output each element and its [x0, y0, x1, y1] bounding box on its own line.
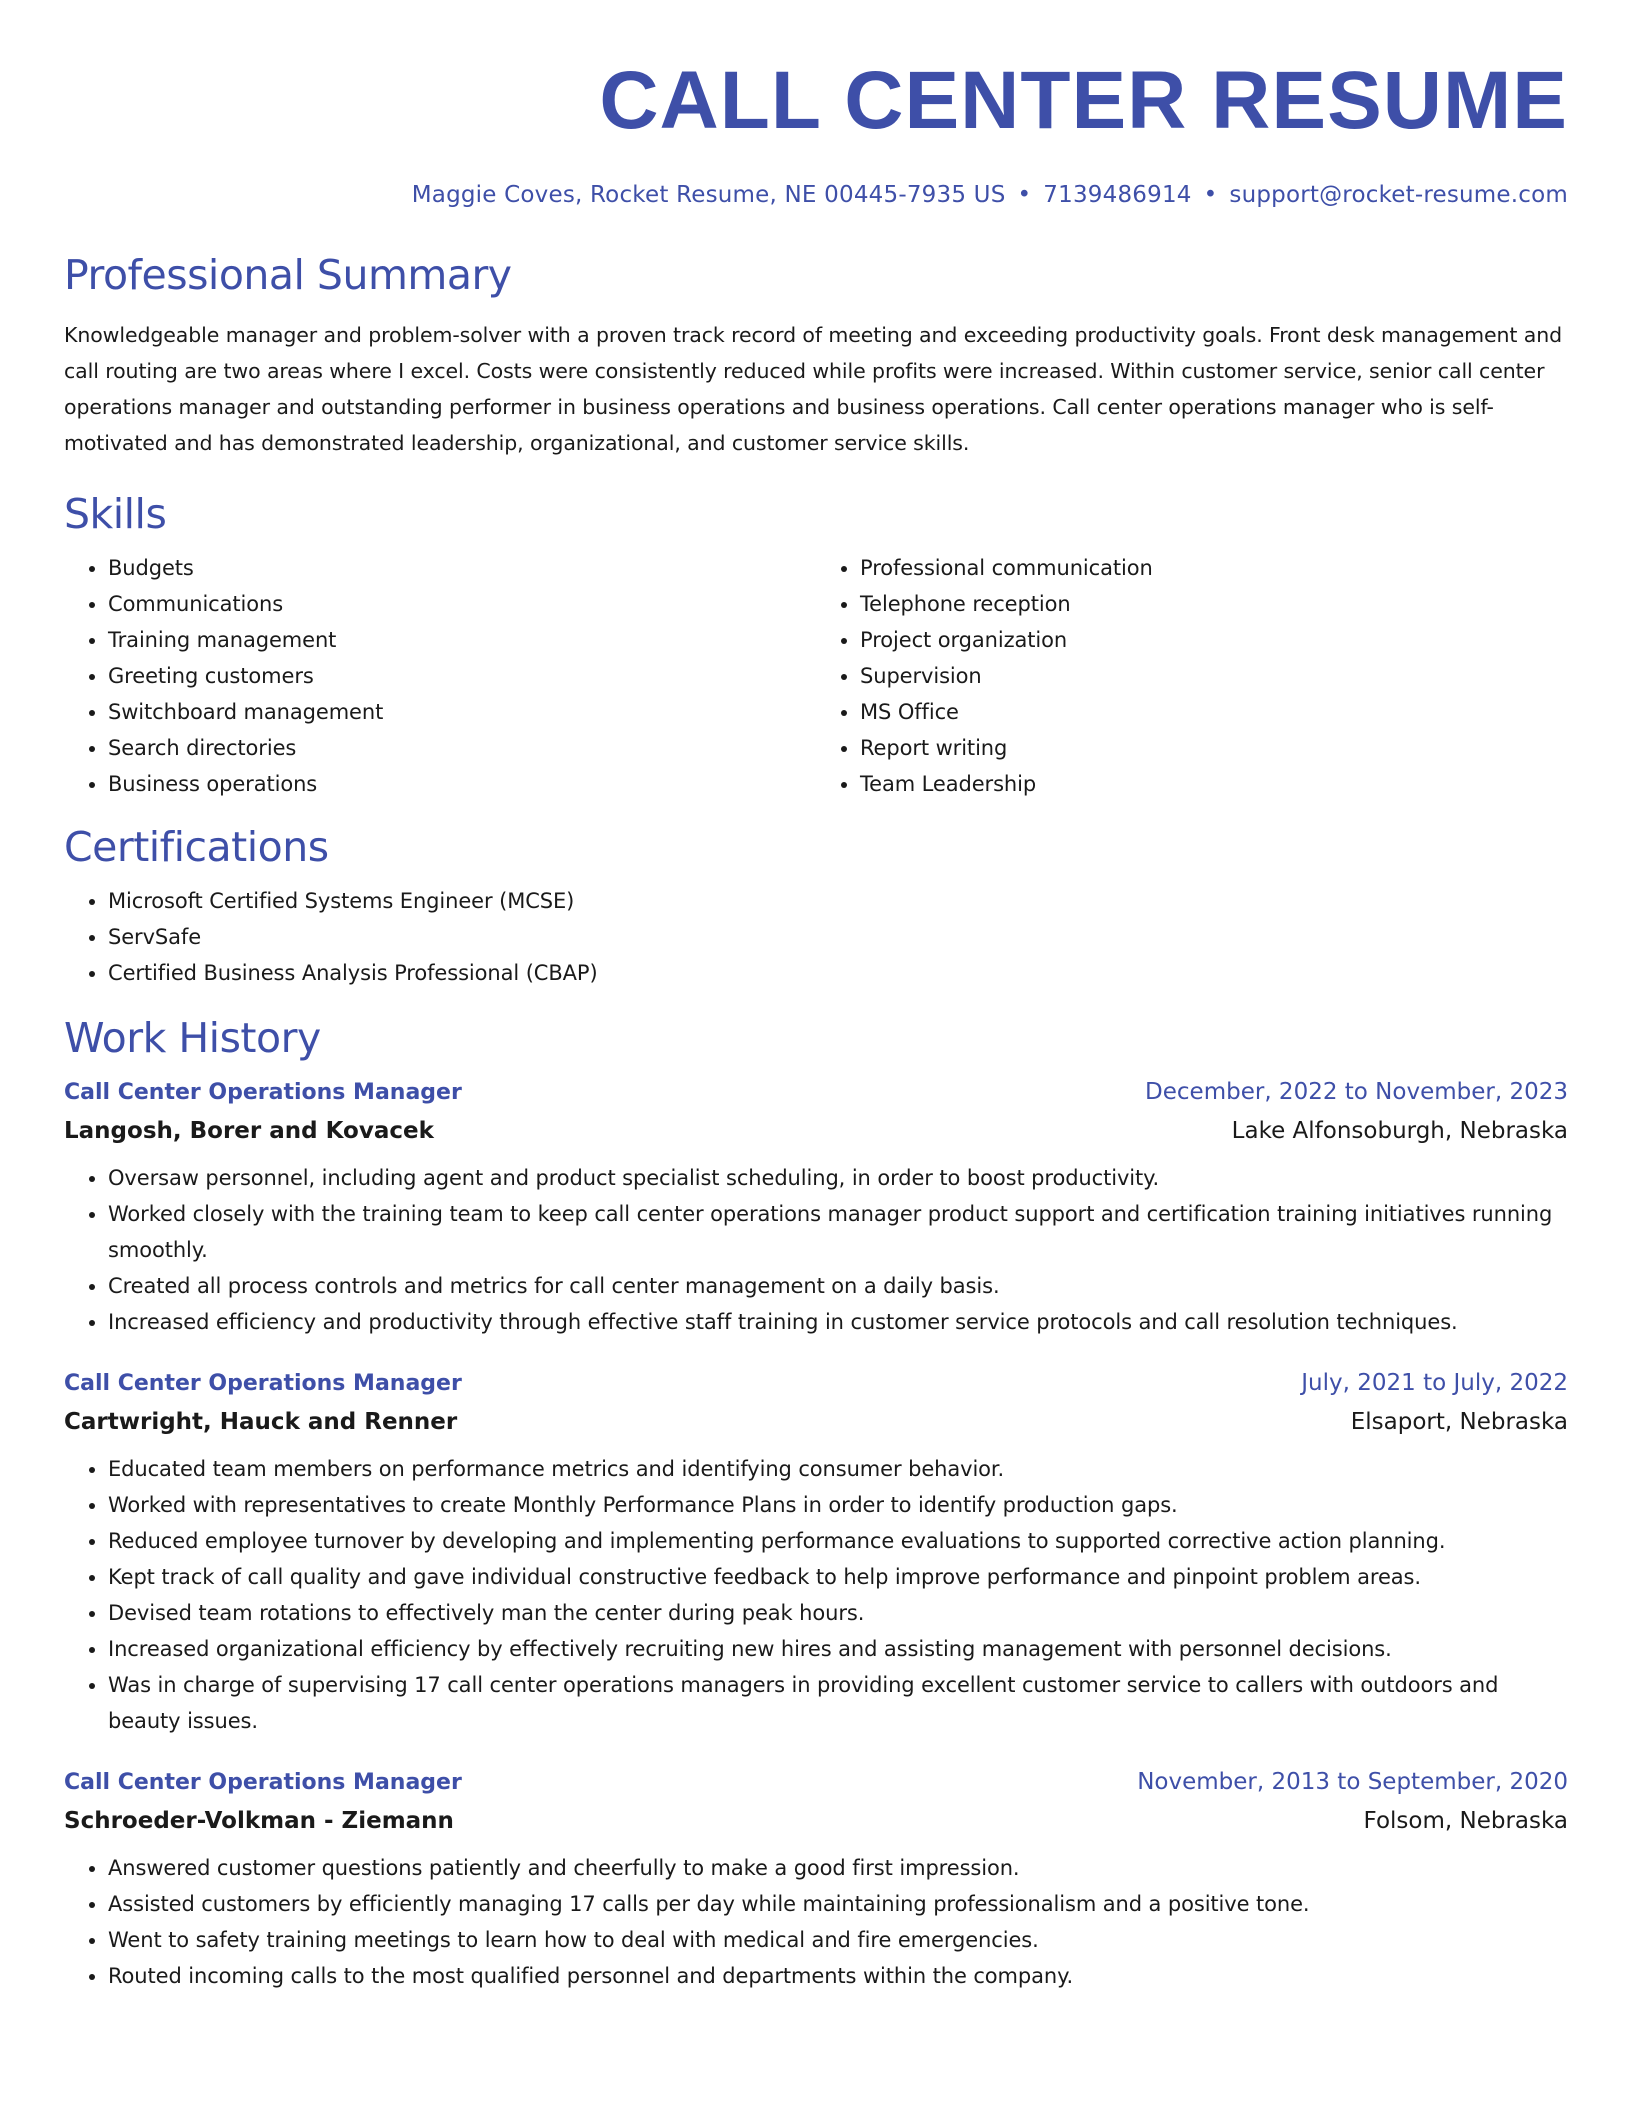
- skill-item: • Team Leadership: [860, 766, 1568, 802]
- summary-section: [64, 252, 1568, 461]
- skill-item: • Training management: [108, 622, 816, 658]
- certification-item: • Microsoft Certified Systems Engineer (MCSE): [108, 883, 1568, 919]
- job-title: Call Center Operations Manager: [64, 1769, 462, 1795]
- job-bullet: • Worked closely with the training team to keep call center operations manager product support and certification training initiatives running smoothly.: [108, 1196, 1568, 1268]
- skill-item: • Supervision: [860, 658, 1568, 694]
- job-title-row: [64, 1763, 1568, 1802]
- skill-item: • Professional communication: [860, 550, 1568, 586]
- job-company: Langosh, Borer and Kovacek: [64, 1117, 434, 1144]
- job-bullet: • Reduced employee turnover by developing and implementing performance evaluations to supported corrective action planning.: [108, 1523, 1568, 1559]
- job-title: Call Center Operations Manager: [64, 1370, 462, 1396]
- contact-separator: •: [1017, 182, 1032, 208]
- certifications-list: [64, 883, 1568, 991]
- job-bullets: [64, 1451, 1568, 1739]
- job-bullet: • Devised team rotations to effectively man the center during peak hours.: [108, 1595, 1568, 1631]
- skill-item: • MS Office: [860, 694, 1568, 730]
- job-company-row: [64, 1802, 1568, 1840]
- certification-item: • ServSafe: [108, 919, 1568, 955]
- job-dates: November, 2013 to September, 2020: [1137, 1768, 1568, 1795]
- skill-item: • Report writing: [860, 730, 1568, 766]
- job-bullet: • Created all process controls and metrics for call center management on a daily basis.: [108, 1268, 1568, 1304]
- job-bullets: [64, 1160, 1568, 1340]
- work-history-section: [64, 1015, 1568, 1993]
- job-title: Call Center Operations Manager: [64, 1079, 462, 1105]
- job-entry: [64, 1073, 1568, 1340]
- skill-item: • Search directories: [108, 730, 816, 766]
- skill-item: • Project organization: [860, 622, 1568, 658]
- job-bullet: • Answered customer questions patiently and cheerfully to make a good first impression.: [108, 1850, 1568, 1886]
- skills-list-right: [816, 550, 1568, 802]
- summary-heading: Professional Summary: [64, 251, 512, 299]
- skill-item: • Business operations: [108, 766, 816, 802]
- job-entry: [64, 1364, 1568, 1739]
- job-company: Cartwright, Hauck and Renner: [64, 1408, 458, 1435]
- job-location: Lake Alfonsoburgh, Nebraska: [1231, 1117, 1568, 1144]
- job-bullet: • Increased organizational efficiency by effectively recruiting new hires and assisting management with personnel decisions.: [108, 1631, 1568, 1667]
- certifications-section: [64, 824, 1568, 991]
- contact-phone: 7139486914: [1043, 182, 1192, 208]
- certifications-heading: Certifications: [64, 823, 329, 872]
- job-entry: [64, 1763, 1568, 1994]
- skills-columns: [64, 550, 1568, 802]
- contact-line: [64, 182, 1568, 208]
- job-bullet: • Routed incoming calls to the most qualified personnel and departments within the company.: [108, 1958, 1568, 1994]
- contact-address: Maggie Coves, Rocket Resume, NE 00445-7935 US: [411, 182, 1006, 208]
- skill-item: • Greeting customers: [108, 658, 816, 694]
- resume-page: [64, 0, 1568, 1994]
- job-company-row: [64, 1403, 1568, 1441]
- job-bullet: • Oversaw personnel, including agent and product specialist scheduling, in order to boost productivity.: [108, 1160, 1568, 1196]
- job-bullet: • Increased efficiency and productivity through effective staff training in customer service protocols and call resolution techniques.: [108, 1304, 1568, 1340]
- job-bullet: • Educated team members on performance metrics and identifying consumer behavior.: [108, 1451, 1568, 1487]
- job-bullet: • Kept track of call quality and gave individual constructive feedback to help improve performance and pinpoint problem areas.: [108, 1559, 1568, 1595]
- job-location: Folsom, Nebraska: [1363, 1807, 1568, 1834]
- skills-list-left: [64, 550, 816, 802]
- job-bullet: • Worked with representatives to create Monthly Performance Plans in order to identify production gaps.: [108, 1487, 1568, 1523]
- job-bullets: [64, 1850, 1568, 1994]
- job-bullet: • Went to safety training meetings to learn how to deal with medical and fire emergencies.: [108, 1922, 1568, 1958]
- skill-item: • Budgets: [108, 550, 816, 586]
- contact-separator: •: [1203, 182, 1218, 208]
- summary-text: Knowledgeable manager and problem-solver with a proven track record of meeting and exceeding productivity goals. Front desk management and call routing are two areas where I excel. Costs were consistently reduced while profits were increased. Within customer service, senior call center operations manager and outstanding performer in business operations and business operations. Call center operations manager who is self-motivated and has demonstrated leadership, organizational, and customer service skills.: [64, 323, 1563, 456]
- skills-section: [64, 491, 1568, 802]
- skill-item: • Telephone reception: [860, 586, 1568, 622]
- contact-email: support@rocket-resume.com: [1229, 182, 1568, 208]
- job-dates: July, 2021 to July, 2022: [1301, 1369, 1568, 1396]
- skill-item: • Communications: [108, 586, 816, 622]
- certification-item: • Certified Business Analysis Professional (CBAP): [108, 955, 1568, 991]
- job-company-row: [64, 1112, 1568, 1150]
- job-bullet: • Was in charge of supervising 17 call center operations managers in providing excellent customer service to callers with outdoors and beauty issues.: [108, 1667, 1568, 1739]
- skill-item: • Switchboard management: [108, 694, 816, 730]
- work-history-heading: Work History: [64, 1014, 321, 1063]
- job-dates: December, 2022 to November, 2023: [1145, 1078, 1568, 1105]
- job-location: Elsaport, Nebraska: [1350, 1408, 1568, 1435]
- skills-heading: Skills: [64, 490, 167, 539]
- job-company: Schroeder-Volkman - Ziemann: [64, 1807, 454, 1834]
- job-bullet: • Assisted customers by efficiently managing 17 calls per day while maintaining professionalism and a positive tone.: [108, 1886, 1568, 1922]
- job-title-row: [64, 1364, 1568, 1403]
- job-title-row: [64, 1073, 1568, 1112]
- resume-title: CALL CENTER RESUME: [599, 55, 1568, 146]
